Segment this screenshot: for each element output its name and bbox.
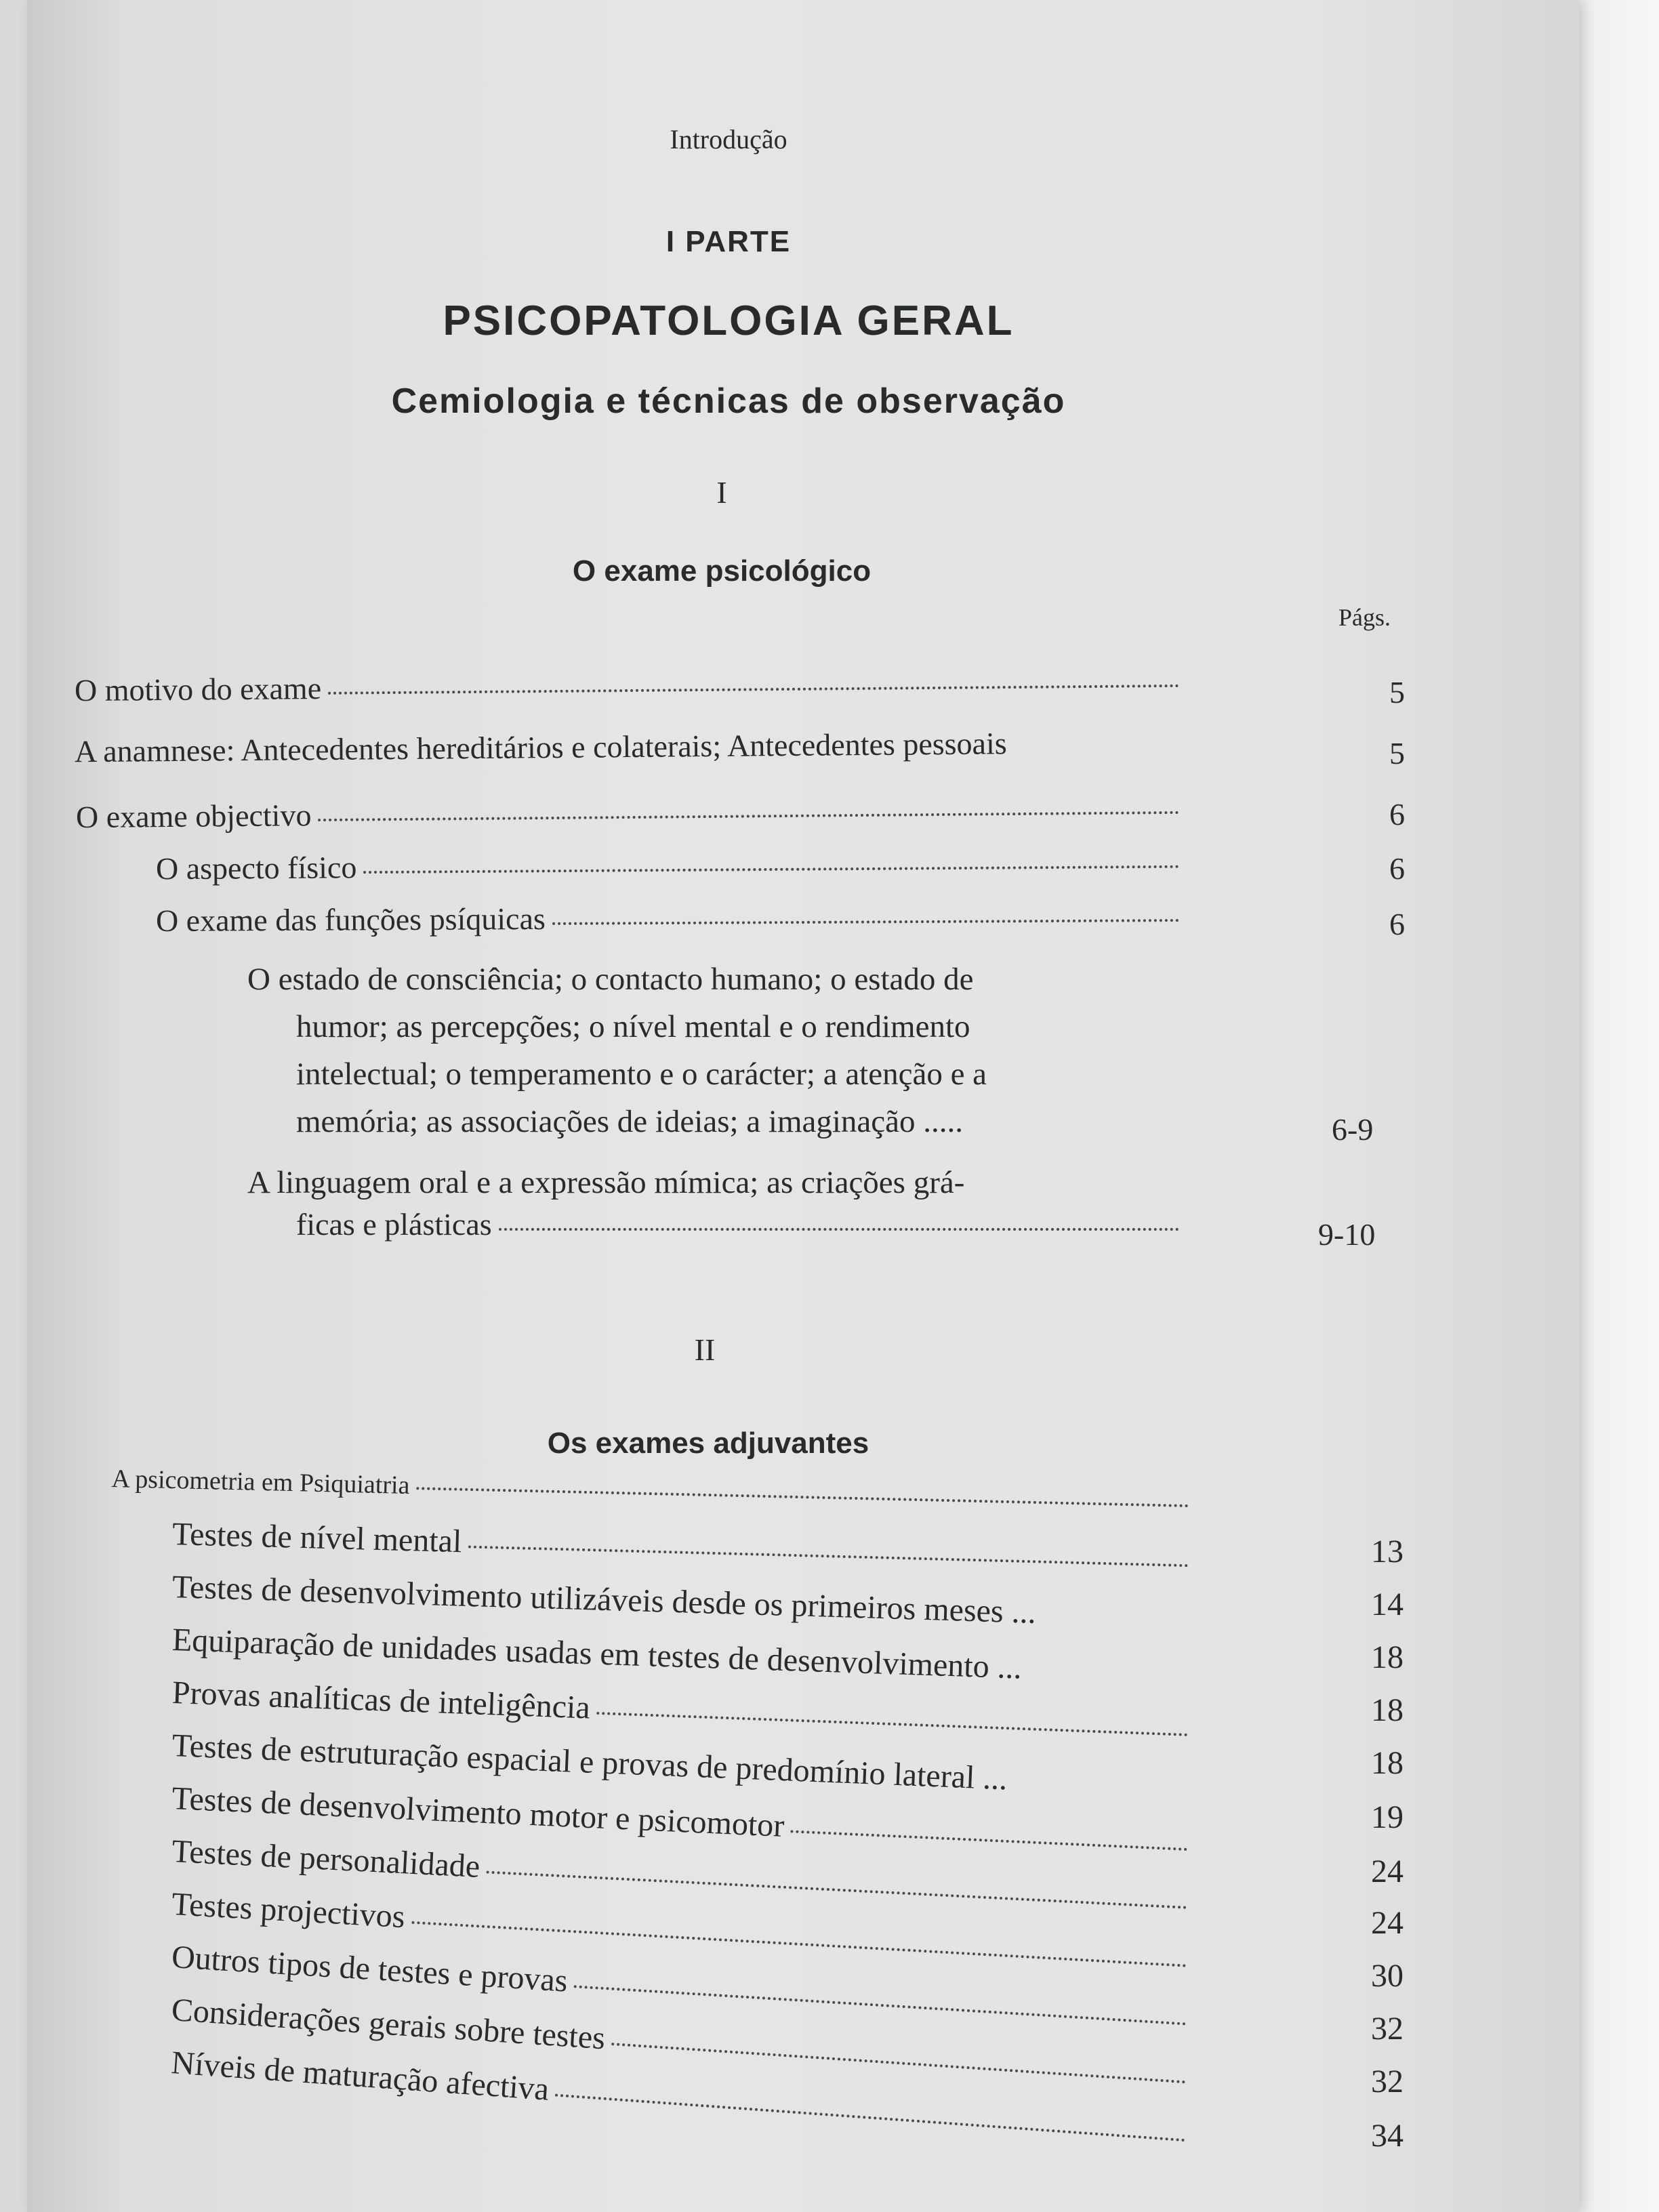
- dot-leader: [596, 1712, 1187, 1736]
- toc-entry-label: Equiparação de unidades usadas em testes de desenvolvimento ...: [171, 1621, 1023, 1686]
- toc-entry: [156, 844, 1186, 887]
- background-beyond-page: [1579, 0, 1659, 2212]
- dot-leader: [328, 684, 1179, 695]
- toc-entry-page: 32: [1371, 2064, 1404, 2100]
- toc-entry-label: Outros tipos de testes e provas: [170, 1938, 569, 1999]
- dot-leader: [555, 2094, 1185, 2142]
- book-page: [27, 0, 1579, 2212]
- part-heading: I PARTE: [665, 225, 792, 258]
- toc-entry-page: 14: [1371, 1586, 1404, 1622]
- toc-entry-label: A psicometria em Psiquiatria: [111, 1464, 410, 1500]
- toc-entry-page: 13: [1371, 1534, 1404, 1570]
- intro-heading: Introdução: [670, 124, 787, 155]
- toc-entry-page: 5: [1389, 675, 1405, 710]
- paragraph-line: intelectual; o temperamento e o carácter; a atenção e a: [296, 1057, 987, 1092]
- toc-entry-label: Testes de personalidade: [171, 1832, 481, 1885]
- dot-leader: [319, 811, 1180, 821]
- section-numeral-1: I: [716, 475, 727, 510]
- toc-entry-page: 6: [1389, 797, 1405, 832]
- toc-entry-label: Testes de estruturação espacial e provas de predomínio lateral ...: [171, 1727, 1008, 1797]
- toc-entry-label: O exame objectivo: [75, 798, 312, 835]
- toc-entry-label: Testes de desenvolvimento utilizáveis desde os primeiros meses ...: [171, 1568, 1037, 1631]
- page-title: PSICOPATOLOGIA GERAL: [443, 298, 1015, 344]
- toc-entry-page: 6-9: [1332, 1112, 1374, 1147]
- section-title-2: Os exames adjuvantes: [547, 1427, 869, 1460]
- toc-entry-page: 5: [1389, 736, 1405, 771]
- toc-entry-page: 24: [1371, 1905, 1404, 1941]
- toc-entry: [156, 897, 1186, 939]
- paragraph-line: memória; as associações de ideias; a imaginação .....: [296, 1104, 964, 1139]
- toc-entry-page: 18: [1371, 1639, 1404, 1675]
- section-numeral-2: II: [694, 1332, 716, 1367]
- dot-leader: [611, 2043, 1185, 2083]
- toc-entry: [76, 790, 1186, 835]
- paragraph-line: humor; as percepções; o nível mental e o rendimento: [296, 1009, 970, 1044]
- toc-entry-page: 30: [1371, 1958, 1404, 1994]
- toc-entry-label: Provas analíticas de inteligência: [171, 1674, 591, 1726]
- toc-entry: [111, 1464, 1196, 1518]
- toc-entry-label: Níveis de maturação afectiva: [170, 2044, 550, 2108]
- toc-entry-label: A anamnese: Antecedentes hereditários e colaterais; Antecedentes pessoais: [74, 726, 1007, 769]
- toc-entry-page: 18: [1371, 1745, 1404, 1781]
- toc-entry: [172, 1515, 1196, 1580]
- toc-paragraph-entry: [247, 956, 987, 1145]
- dot-leader: [416, 1487, 1189, 1507]
- dot-leader: [499, 1228, 1179, 1231]
- toc-entry-label: Testes projectivos: [170, 1885, 406, 1936]
- paragraph-line: A linguagem oral e a expressão mímica; as criações grá-: [247, 1165, 965, 1200]
- dot-leader: [574, 1985, 1186, 2025]
- dot-leader: [468, 1545, 1189, 1567]
- dot-leader: [552, 919, 1179, 925]
- toc-entry-page: 9-10: [1318, 1217, 1376, 1252]
- toc-entry-label: Considerações gerais sobre testes: [170, 1991, 607, 2057]
- paragraph-line: O estado de consciência; o contacto humano; o estado de: [247, 962, 974, 997]
- toc-entry-page: 24: [1371, 1853, 1404, 1889]
- dot-leader: [363, 865, 1179, 874]
- toc-entry-page: 34: [1371, 2118, 1404, 2154]
- toc-entry-page: 32: [1371, 2011, 1404, 2047]
- toc-entry-label: O motivo do exame: [74, 670, 322, 708]
- toc-entry-label: O exame das funções psíquicas: [155, 901, 546, 938]
- subtitle: Cemiologia e técnicas de observação: [391, 382, 1066, 421]
- toc-entry-label: Testes de desenvolvimento motor e psicomotor: [171, 1780, 785, 1844]
- dot-leader: [487, 1870, 1187, 1908]
- dot-leader: [791, 1830, 1187, 1851]
- toc-entry-label: ficas e plásticas: [296, 1207, 492, 1242]
- toc-entry: [75, 724, 1200, 769]
- pages-column-label: Págs.: [1338, 604, 1391, 631]
- toc-entry: [75, 663, 1186, 708]
- toc-entry-label: O aspecto físico: [155, 850, 357, 886]
- toc-paragraph-entry: [247, 1159, 964, 1206]
- toc-entry-page: 19: [1371, 1799, 1404, 1835]
- section-title-1: O exame psicológico: [572, 554, 872, 588]
- toc-entry-page: 18: [1371, 1692, 1404, 1728]
- toc-entry-page: 6: [1389, 907, 1405, 941]
- toc-entry-page: 6: [1389, 851, 1405, 886]
- toc-entry: [296, 1206, 1186, 1242]
- toc-entry-label: Testes de nível mental: [171, 1515, 462, 1560]
